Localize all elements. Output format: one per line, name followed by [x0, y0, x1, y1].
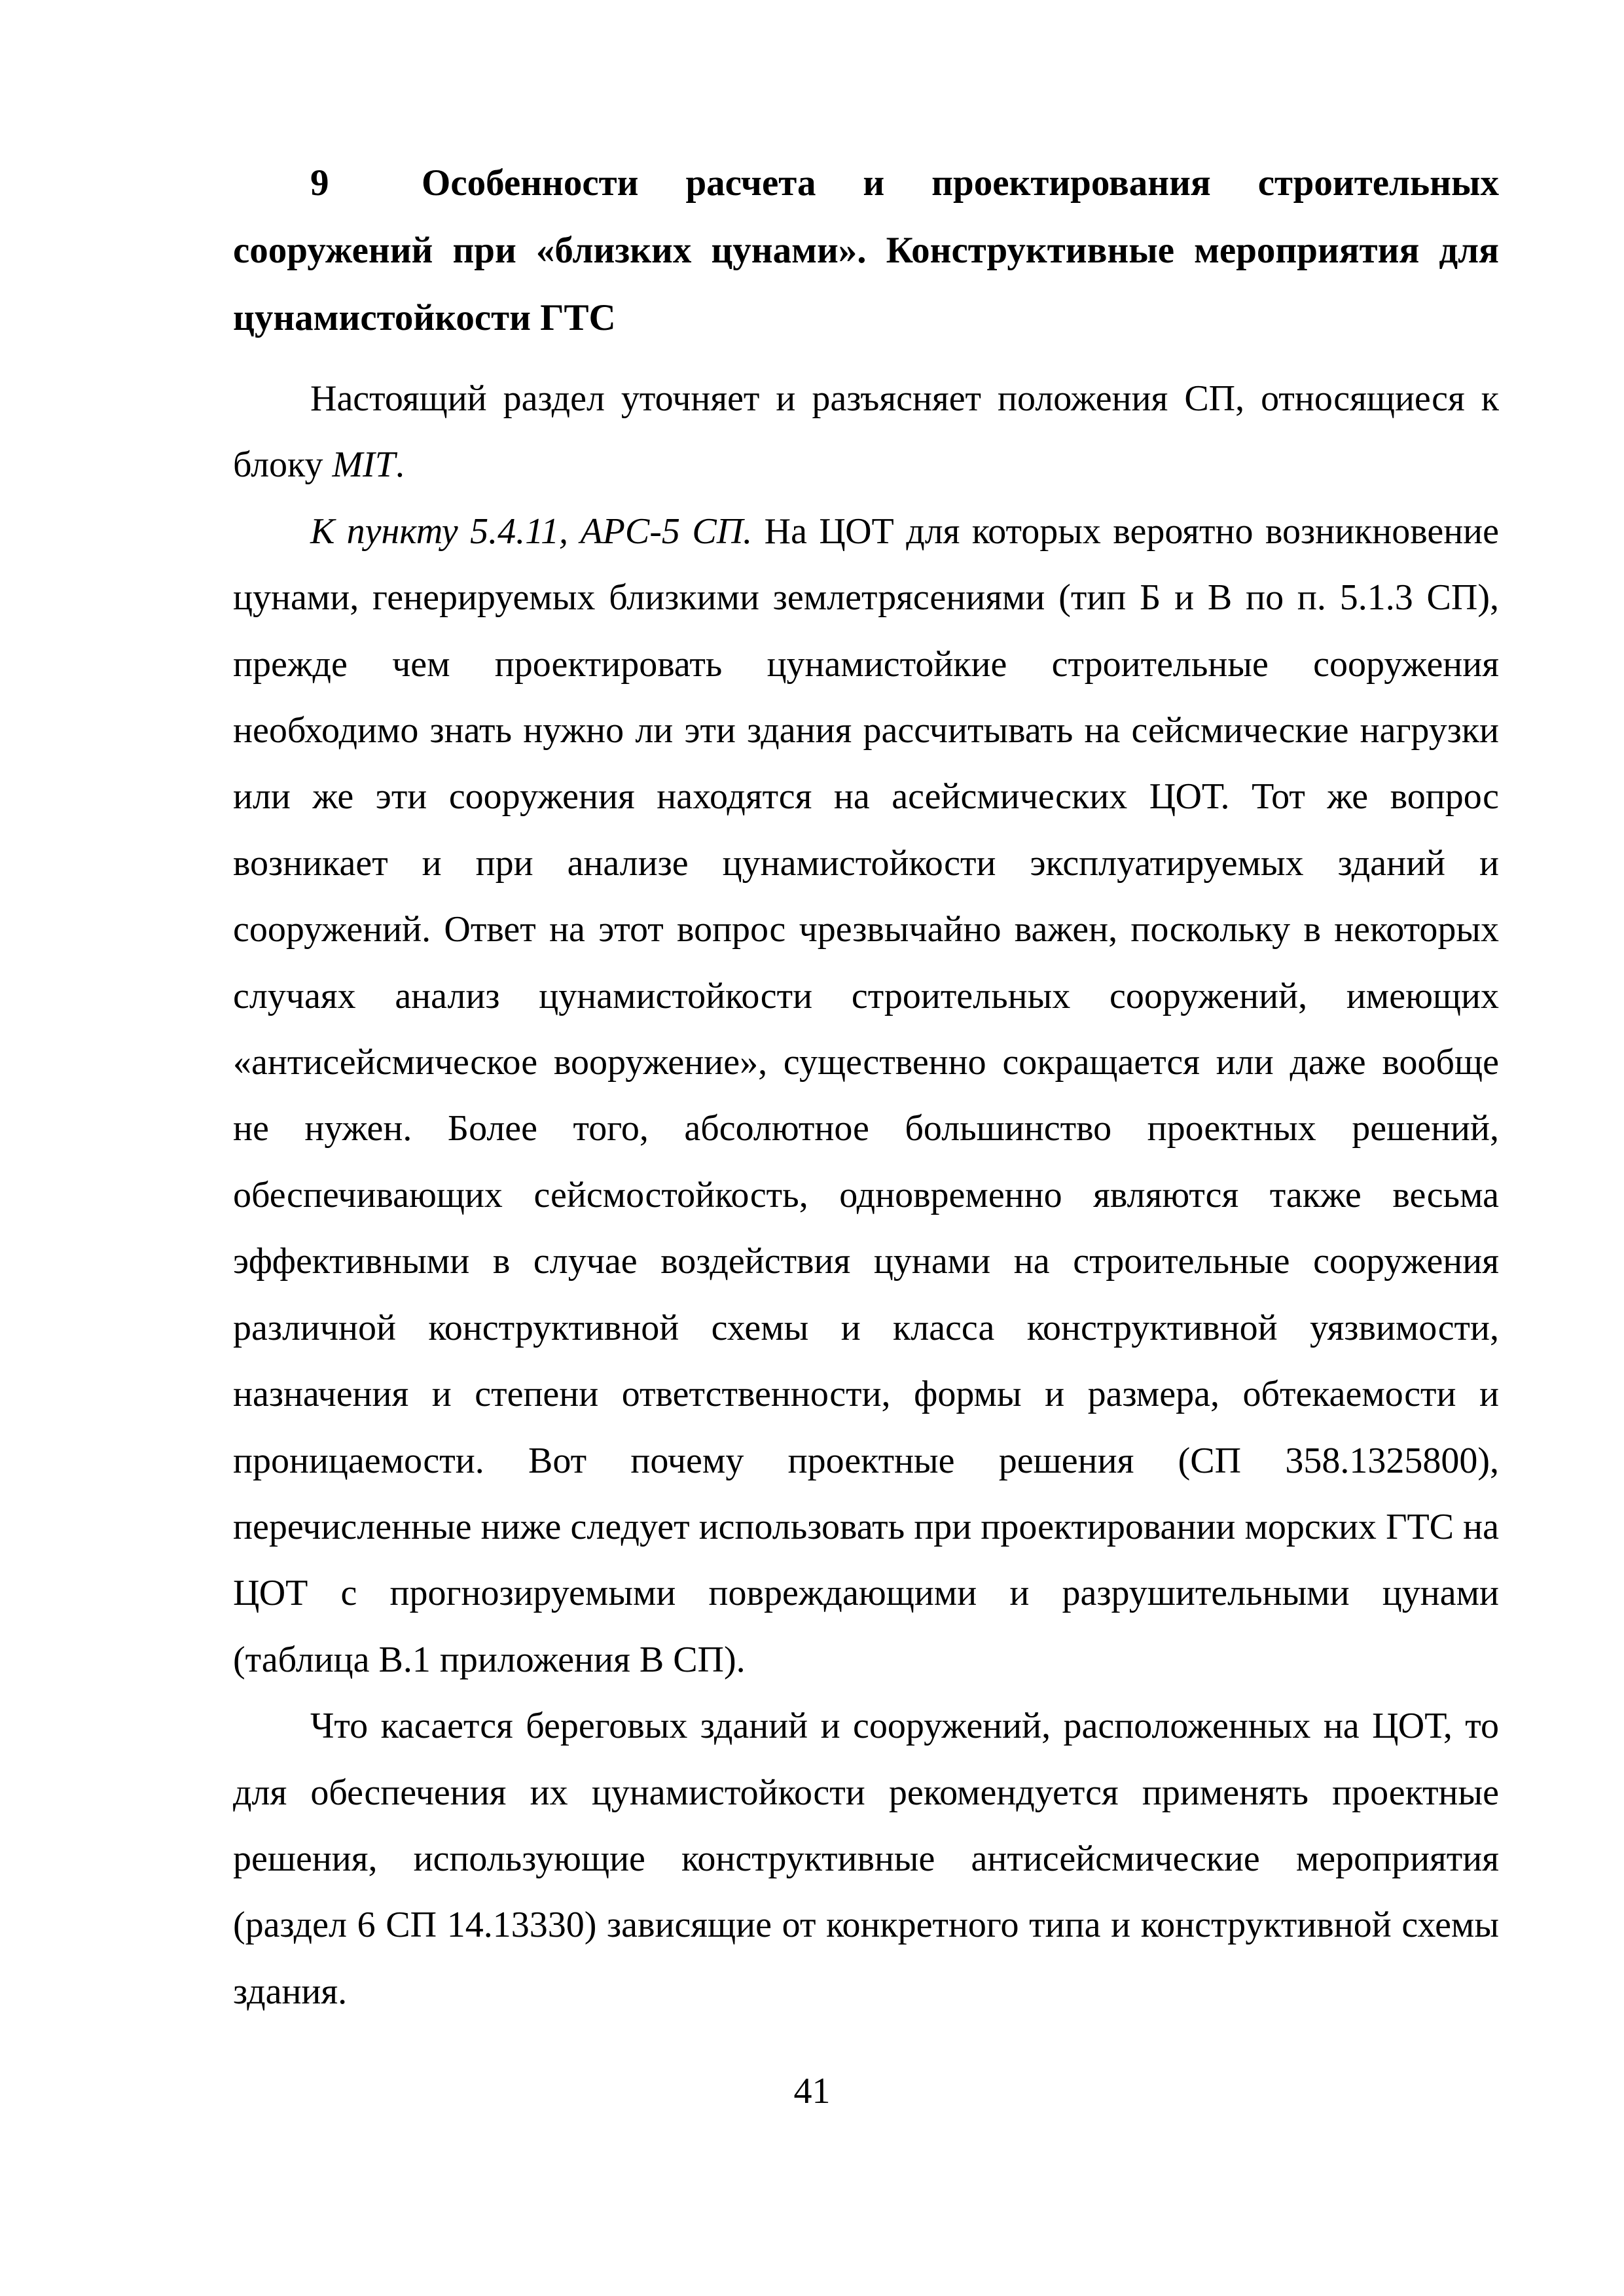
- paragraph-intro-end: .: [395, 444, 405, 486]
- clause-reference: К пункту 5.4.11, АРС-5 СП.: [310, 511, 753, 552]
- page-content: [233, 149, 1499, 2025]
- paragraph-clause-comment: [233, 499, 1499, 1693]
- paragraph-intro-text: Настоящий раздел уточняет и разъясняет положения СП, относящиеся к блоку: [233, 378, 1499, 486]
- section-title: Особенности расчета и проектирования строительных сооружений при «близких цунами». Конструктивные мероприятия для цунамистойкости ГТС: [233, 162, 1499, 338]
- block-name: MIT: [332, 444, 395, 486]
- paragraph-coastal-buildings: [233, 1693, 1499, 2025]
- section-number: 9: [310, 162, 329, 204]
- paragraph-clause-text: На ЦОТ для которых вероятно возникновение цунами, генерируемых близкими землетрясениями (тип Б и В по п. 5.1.3 СП), прежде чем проектировать цунамистойкие строительные сооружения необходимо знать нужно ли эти здания рассчитывать на сейсмические нагрузки или же эти сооружения находятся на асейсмических ЦОТ. Тот же вопрос возникает и при анализе цунамистойкости эксплуатируемых зданий и сооружений. Ответ на этот вопрос чрезвычайно важен, поскольку в некоторых случаях анализ цунамистойкости строительных сооружений, имеющих «антисейсмическое вооружение», существенно сокращается или даже вообще не нужен. Более того, абсолютное большинство проектных решений, обеспечивающих сейсмостойкость, одновременно являются также весьма эффективными в случае воздействия цунами на строительные сооружения различной конструктивной схемы и класса конструктивной уязвимости, назначения и степени ответственности, формы и размера, обтекаемости и проницаемости. Вот почему проектные решения (СП 358.1325800), перечисленные ниже следует использовать при проектировании морских ГТС на ЦОТ с прогнозируемыми повреждающими и разрушительными цунами (таблица В.1 приложения В СП).: [233, 511, 1500, 1680]
- page-number: 41: [793, 2071, 831, 2111]
- section-heading: [233, 149, 1499, 351]
- paragraph-coastal-text: Что касается береговых зданий и сооружений, расположенных на ЦОТ, то для обеспечения их цунамистойкости рекомендуется применять проектные решения, использующие конструктивные антисейсмические мероприятия (раздел 6 СП 14.13330) зависящие от конкретного типа и конструктивной схемы здания.: [233, 1706, 1499, 2012]
- paragraph-intro: [233, 366, 1499, 499]
